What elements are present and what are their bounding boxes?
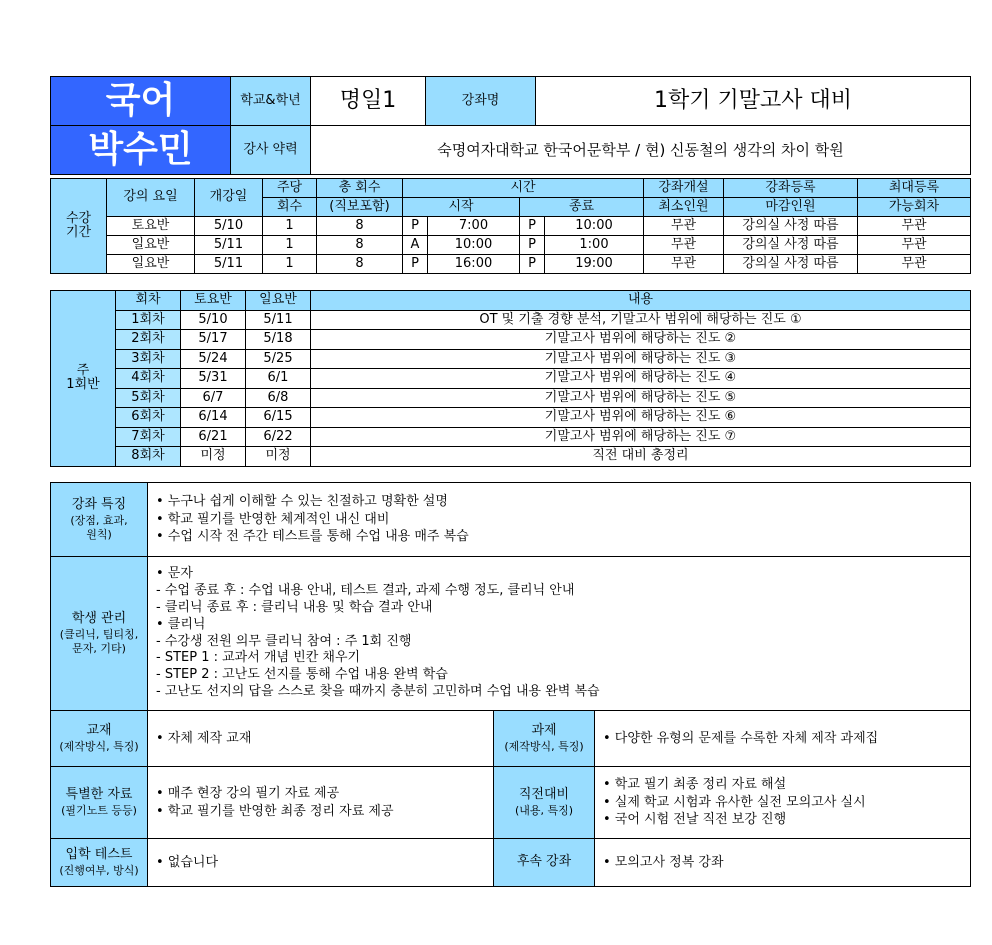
row-end-time: 10:00 — [545, 217, 644, 236]
row-reg: 강의실 사정 따름 — [724, 236, 858, 255]
col-content: 내용 — [311, 291, 971, 311]
row-start-ampm: A — [403, 236, 428, 255]
weekly-row — [51, 369, 971, 389]
row-start-time: 16:00 — [428, 255, 520, 274]
col-min-2: 최소인원 — [644, 198, 724, 217]
row-sat: 5/10 — [181, 310, 246, 330]
weekly-side-label: 주 1회반 — [51, 291, 116, 467]
row-reg: 강의실 사정 따름 — [724, 217, 858, 236]
row-end-ampm: P — [520, 255, 545, 274]
row-day: 일요반 — [107, 255, 195, 274]
row-start-time: 7:00 — [428, 217, 520, 236]
row-end-ampm: P — [520, 217, 545, 236]
schedule-row — [51, 255, 971, 274]
list-item: • 수업 시작 전 주간 테스트를 통해 수업 내용 매주 복습 — [156, 529, 469, 545]
management-list — [148, 557, 971, 711]
row-sun: 5/11 — [246, 310, 311, 330]
course-header — [50, 76, 971, 175]
schedule-table — [50, 178, 971, 274]
row-total: 8 — [317, 217, 403, 236]
features-title: 강좌 특징 — [71, 496, 127, 512]
list-item: • 다양한 유형의 문제를 수록한 자체 제작 과제집 — [603, 730, 879, 746]
row-weekly: 1 — [263, 217, 317, 236]
row-weekly: 1 — [263, 236, 317, 255]
col-start: 시작 — [403, 198, 520, 217]
row-sun: 6/8 — [246, 388, 311, 408]
row-end-time: 1:00 — [545, 236, 644, 255]
row-sat: 6/7 — [181, 388, 246, 408]
list-item: • 학교 필기를 반영한 최종 정리 자료 제공 — [156, 803, 394, 819]
row-session: 7회차 — [116, 427, 181, 447]
row-day: 일요반 — [107, 236, 195, 255]
row-sun: 5/18 — [246, 330, 311, 350]
weekly-row — [51, 310, 971, 330]
weekly-row — [51, 427, 971, 447]
list-item: - STEP 1 : 교과서 개념 빈칸 채우기 — [156, 650, 361, 666]
list-item: - STEP 2 : 고난도 선지를 통해 수업 내용 완벽 학습 — [156, 667, 448, 683]
features-label — [51, 483, 148, 557]
final-prep-sub: (내용, 특징) — [514, 803, 574, 817]
list-item: - 수업 종료 후 : 수업 내용 안내, 테스트 결과, 과제 수행 정도, 클리닉 안내 — [156, 582, 575, 598]
row-reg: 강의실 사정 따름 — [724, 255, 858, 274]
row-session: 5회차 — [116, 388, 181, 408]
row-session: 3회차 — [116, 349, 181, 369]
row-min: 무관 — [644, 236, 724, 255]
row-content: OT 및 기출 경향 분석, 기말고사 범위에 해당하는 진도 ① — [311, 310, 971, 330]
weekly-row — [51, 447, 971, 467]
management-label — [51, 557, 148, 711]
textbook-sub: (제작방식, 특징) — [59, 739, 139, 753]
final-prep-title: 직전대비 — [518, 786, 570, 802]
row-content: 기말고사 범위에 해당하는 진도 ③ — [311, 349, 971, 369]
teacher-name: 박수민 — [51, 126, 231, 175]
career-label: 강사 약력 — [231, 126, 311, 175]
schedule-row — [51, 236, 971, 255]
col-time: 시간 — [403, 179, 644, 198]
school-grade-label: 학교&학년 — [231, 77, 311, 126]
homework-title: 과제 — [531, 722, 557, 738]
list-item: • 자체 제작 교재 — [156, 730, 252, 746]
row-sat: 미정 — [181, 447, 246, 467]
row-session: 8회차 — [116, 447, 181, 467]
textbook-label — [51, 711, 148, 767]
row-max: 무관 — [858, 255, 971, 274]
list-item: • 실제 학교 시험과 유사한 실전 모의고사 실시 — [603, 794, 866, 810]
list-item: • 매주 현장 강의 필기 자료 제공 — [156, 785, 340, 801]
features-list — [148, 483, 971, 557]
row-sat: 6/14 — [181, 408, 246, 428]
homework-label — [494, 711, 595, 767]
row-min: 무관 — [644, 217, 724, 236]
row-content: 기말고사 범위에 해당하는 진도 ⑥ — [311, 408, 971, 428]
row-sat: 5/17 — [181, 330, 246, 350]
row-start-date: 5/10 — [195, 217, 263, 236]
weekly-row — [51, 349, 971, 369]
textbook-title: 교재 — [86, 722, 112, 738]
row-end-time: 19:00 — [545, 255, 644, 274]
textbook-list — [148, 711, 494, 767]
list-item: • 클리닉 — [156, 616, 206, 632]
col-total-2: (직보포함) — [317, 198, 403, 217]
special-label — [51, 767, 148, 839]
final-prep-label — [494, 767, 595, 839]
row-start-time: 10:00 — [428, 236, 520, 255]
weekly-row — [51, 388, 971, 408]
col-start-date: 개강일 — [195, 179, 263, 217]
list-item: - 고난도 선지의 답을 스스로 찾을 때까지 충분히 고민하며 수업 내용 완벽 복습 — [156, 684, 600, 700]
row-total: 8 — [317, 236, 403, 255]
homework-list — [595, 711, 971, 767]
row-max: 무관 — [858, 217, 971, 236]
list-item: • 누구나 쉽게 이해할 수 있는 친절하고 명확한 설명 — [156, 494, 448, 510]
row-session: 2회차 — [116, 330, 181, 350]
weekly-table — [50, 290, 971, 467]
list-item: - 클리닉 종료 후 : 클리닉 내용 및 학습 결과 안내 — [156, 599, 433, 615]
row-start-date: 5/11 — [195, 236, 263, 255]
subject-title: 국어 — [51, 77, 231, 126]
row-end-ampm: P — [520, 236, 545, 255]
course-name-label: 강좌명 — [426, 77, 536, 126]
col-weekly-2: 회수 — [263, 198, 317, 217]
row-content: 직전 대비 총정리 — [311, 447, 971, 467]
list-item: • 학교 필기 최종 정리 자료 해설 — [603, 777, 787, 793]
schedule-side-label: 수강 기간 — [51, 179, 107, 274]
col-reg-1: 강좌등록 — [724, 179, 858, 198]
entrance-label — [51, 839, 148, 887]
col-reg-2: 마감인원 — [724, 198, 858, 217]
list-item: • 학교 필기를 반영한 체계적인 내신 대비 — [156, 511, 390, 527]
col-max-1: 최대등록 — [858, 179, 971, 198]
special-list — [148, 767, 494, 839]
row-content: 기말고사 범위에 해당하는 진도 ② — [311, 330, 971, 350]
followup-list — [595, 839, 971, 887]
row-start-ampm: P — [403, 217, 428, 236]
entrance-list — [148, 839, 494, 887]
row-start-date: 5/11 — [195, 255, 263, 274]
row-content: 기말고사 범위에 해당하는 진도 ⑦ — [311, 427, 971, 447]
row-day: 토요반 — [107, 217, 195, 236]
row-sat: 6/21 — [181, 427, 246, 447]
col-day: 강의 요일 — [107, 179, 195, 217]
row-sat: 5/31 — [181, 369, 246, 389]
col-sun: 일요반 — [246, 291, 311, 311]
col-total-1: 총 회수 — [317, 179, 403, 198]
weekly-row — [51, 408, 971, 428]
entrance-title: 입학 테스트 — [65, 846, 133, 862]
course-name-value: 1학기 기말고사 대비 — [536, 77, 971, 126]
career-value: 숙명여자대학교 한국어문학부 / 현) 신동철의 생각의 차이 학원 — [311, 126, 971, 175]
weekly-row — [51, 330, 971, 350]
row-sun: 6/22 — [246, 427, 311, 447]
schedule-row — [51, 217, 971, 236]
homework-sub: (제작방식, 특징) — [504, 739, 584, 753]
row-start-ampm: P — [403, 255, 428, 274]
row-session: 4회차 — [116, 369, 181, 389]
management-title: 학생 관리 — [71, 610, 127, 626]
list-item: • 모의고사 정복 강좌 — [603, 854, 724, 870]
management-sub: (클리닉, 팀티칭, 문자, 기타) — [59, 627, 139, 655]
col-end: 종료 — [520, 198, 644, 217]
row-weekly: 1 — [263, 255, 317, 274]
list-item: • 없습니다 — [156, 854, 219, 870]
col-session: 회차 — [116, 291, 181, 311]
followup-label: 후속 강좌 — [494, 839, 595, 887]
course-details-table — [50, 482, 971, 887]
features-sub: (장점, 효과, 원칙) — [70, 513, 128, 541]
special-title: 특별한 자료 — [65, 786, 133, 802]
col-max-2: 가능회차 — [858, 198, 971, 217]
row-max: 무관 — [858, 236, 971, 255]
entrance-sub: (진행여부, 방식) — [59, 863, 139, 877]
school-grade-value: 명일1 — [311, 77, 426, 126]
special-sub: (필기노트 등등) — [61, 803, 137, 817]
row-sun: 6/1 — [246, 369, 311, 389]
list-item: • 국어 시험 전날 직전 보강 진행 — [603, 812, 787, 828]
col-weekly-1: 주당 — [263, 179, 317, 198]
row-sun: 미정 — [246, 447, 311, 467]
row-sun: 6/15 — [246, 408, 311, 428]
col-min-1: 강좌개설 — [644, 179, 724, 198]
row-total: 8 — [317, 255, 403, 274]
row-session: 6회차 — [116, 408, 181, 428]
row-sat: 5/24 — [181, 349, 246, 369]
row-content: 기말고사 범위에 해당하는 진도 ④ — [311, 369, 971, 389]
row-content: 기말고사 범위에 해당하는 진도 ⑤ — [311, 388, 971, 408]
row-min: 무관 — [644, 255, 724, 274]
col-sat: 토요반 — [181, 291, 246, 311]
row-session: 1회차 — [116, 310, 181, 330]
list-item: • 문자 — [156, 565, 193, 581]
row-sun: 5/25 — [246, 349, 311, 369]
list-item: - 수강생 전원 의무 클리닉 참여 : 주 1회 진행 — [156, 633, 412, 649]
final-prep-list — [595, 767, 971, 839]
